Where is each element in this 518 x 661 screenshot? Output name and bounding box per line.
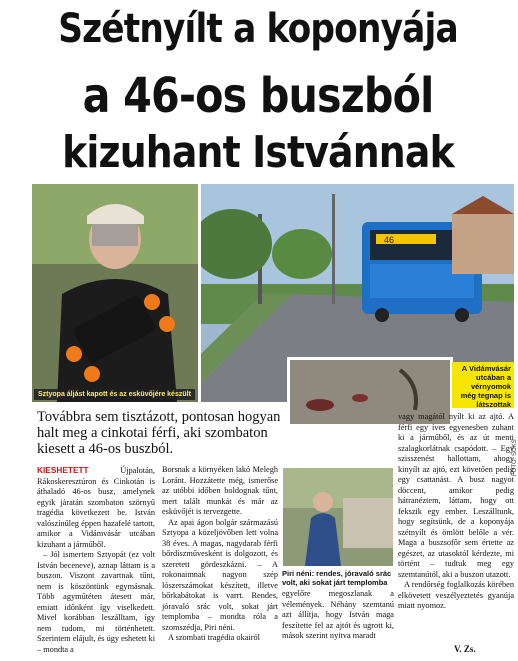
- article-lead: Továbbra sem tisztázott, pontosan hogyan halt meg a cinkotai férfi, aki szombaton kiesett a 46-os buszból.: [37, 409, 281, 457]
- text-column-3: [398, 412, 514, 612]
- photo-credit: FOTÓ: SOKS: [512, 439, 518, 476]
- column-1-paragraph-2: – Jól ismertem Sztyopát (ez volt István beceneve), aznap láttam is a buszon. Viszont zavartnak tűnt, nem is köszöntünk egymásnak. Több agyműtéten átesett már, emiatt időnként így viselkedett. Mivel korábban leszálltam, így nem tudom, mi történhetett. Szerintem elájult, és úgy eshetett ki – mondta a: [37, 550, 155, 654]
- woman-photo: [283, 468, 393, 566]
- headline-line-1: Szétnyílt a koponyája: [58, 6, 458, 52]
- column-2-paragraph-3: A szombati tragédia okairól: [168, 633, 260, 642]
- man-illustration: [32, 184, 198, 402]
- column-3-paragraph-1: vagy magától nyílt ki az ajtó. A férfi egy íves egyenesben zuhant ki a járműből, és az út menti szalagkorlátnak csapódott. – Egy szisszenést hallottam, ahogy kinyílt az ajtó, ezt követően pedig egy csattanást. A busz nagyot döccent, amikor pedig hátranéztem, láttam, hogy ott fekszik egy ember. Leszálltunk, hogy segítsünk, de a koponyája szétnyílt és ömlött belőle a vér. Maga a buszsofőr sem értette az egészet, az utasoktól kérdezte, mi történt – tudtuk meg egy szemtanútól, aki a buszon utazott.: [398, 412, 514, 579]
- text-column-1: [37, 465, 155, 655]
- blood-photo-caption: A Vidámvásár utcában a vérnyomok még tegnap is látszottak: [452, 362, 514, 408]
- headline-line-3: kizuhant Istvánnak: [62, 127, 454, 178]
- man-photo-caption: Sztyopa áljást kapott és az esküvőjére készült: [34, 389, 195, 400]
- column-2-paragraph-1: Borsnak a környéken lakó Melegh Loránt. Hozzátette még, ismerőse az utóbbi időben boldognak tűnt, mert talált munkát és már az esküvőjét is tervezgette.: [162, 465, 278, 516]
- woman-photo-caption: Piri néni: rendes, jóravaló srác volt, aki sokat járt templomba: [282, 569, 392, 587]
- author-signature: V. Zs.: [454, 644, 476, 654]
- column-1-paragraph-1: KIESHETETT Újpalotán, Rákoskeresztúron és Cinkotán is áthaladó 46-os busz, amelynek egyik járatán szombaton szörnyű tragédia következett be. István valószínűleg éppen hazafelé tartott, amikor a Vidámvásár utcában kizuhant a járműből.: [37, 465, 155, 549]
- man-photo: [32, 184, 201, 402]
- text-column-2: [162, 465, 278, 644]
- bus-number: 46: [384, 235, 395, 245]
- headline-line-2: a 46-os buszból: [82, 68, 434, 124]
- woman-illustration: [283, 468, 393, 566]
- column-2-paragraph-2: Az apai ágon bolgár származású Sztyopa a közeljövőben lett volna 38 éves. A magas, nagydarab férfi bőrdíszművesként is dolgozott, és szeretett gördeszkázni. – A rokonaimnak nagyon szép lószerszámokat készített, illetve bőrkabátokat is varrt. Rendes, jóravaló srác volt, sokat járt templomba – mondta róla a szomszédja, Piri néni.: [162, 517, 278, 632]
- column-3-paragraph-2: A rendőrség foglalkozás körében elkövetett veszélyeztetés gyanúja miatt nyomoz.: [398, 580, 514, 610]
- column-mid-bottom: egyelőre megoszlanak a vélemények. Néhány szemtanú azt állítja, hogy István maga feszítette fel az ajtót és ugrott ki, mások szerint nyitva maradt: [282, 589, 394, 640]
- kicker: KIESHETETT: [37, 465, 89, 475]
